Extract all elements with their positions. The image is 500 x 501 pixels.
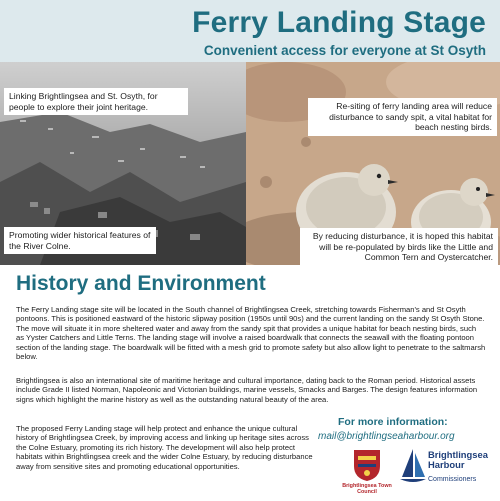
contact-email-link[interactable]: mail@brightlingseaharbour.org <box>318 431 455 442</box>
council-crest-icon <box>336 448 398 482</box>
header-banner <box>0 0 500 62</box>
town-council-name: Brightlingsea Town Council <box>342 483 392 495</box>
more-info-heading: For more information: <box>338 416 448 428</box>
paragraph-site-location: The Ferry Landing stage site will be located in the South channel of Brightlingsea Creek, stretching towards Fisherman's and St Osyth pontoons. This is positioned eastward of the historic slipway position (1950s until 90s) and the current landing on the sandy St Osyth Stone. The move will situate it in more sheltered water and away from the sandy spit that provides a unique habitat for beach nesting birds, such as Yyster Catchers and Little Terns. The landing stage will involve a raised boardwalk that connects the seawall with the floating pontoon section of the landing stage. The boardwalk will be fitted with a mesh grid to promote safety but also allow light to penetrate to the saltmarsh below. <box>16 305 486 362</box>
harbour-name <box>428 450 488 470</box>
caption-repopulation: By reducing disturbance, it is hoped this habitat will be re-populated by birds like the Little and Common Tern and Oystercatcher. <box>300 228 498 266</box>
page-subtitle: Convenient access for everyone at St Osyth <box>203 43 486 58</box>
harbour-name-line2: Harbour <box>428 459 465 470</box>
caption-linking-heritage: Linking Brightlingsea and St. Osyth, for people to explore their joint heritage. <box>4 88 188 115</box>
paragraph-maritime-heritage: Brightlingsea is also an international site of maritime heritage and cultural importance, dating back to the Roman period. Historical assets include Grade II listed Norman, Napoleonic and Victorian buildings, marine vessels, Smacks and Barges. The design features information signs which highlight the marine history as well as the outstanding natural beauty of the area. <box>16 376 478 404</box>
paragraph-protection: The proposed Ferry Landing stage will help protect and enhance the unique cultural history of Brightlingsea Creek, by improving access and linking up heritage sites across the Colne Estuary, promoting its rich history. The development will also help protect habitats within Brightlingsea creek and the wider Colne Estuary, by reducing disturbance away from sensitive sites and promoting educational opportunities. <box>16 424 313 471</box>
caption-historical-features: Promoting wider historical features of the River Colne. <box>4 227 156 254</box>
caption-resiting: Re-siting of ferry landing area will reduce disturbance to sandy spit, a vital habitat for beach nesting birds. <box>308 98 497 136</box>
page-title: Ferry Landing Stage <box>192 6 486 39</box>
harbour-name-line1: Brightlingsea <box>428 449 488 460</box>
harbour-commissioners: Commissioners <box>428 476 477 483</box>
section-heading: History and Environment <box>16 272 266 295</box>
sailboat-icon <box>398 447 428 487</box>
harbour-logo-icon <box>398 447 428 487</box>
